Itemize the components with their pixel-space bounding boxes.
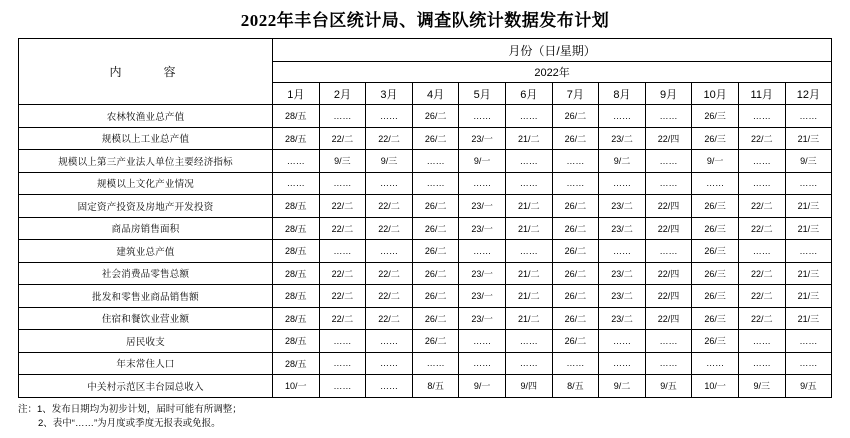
cell: 26/二 bbox=[552, 285, 599, 308]
row-label: 规模以上工业总产值 bbox=[19, 127, 273, 150]
table-row bbox=[19, 285, 832, 308]
cell: 9/三 bbox=[366, 150, 413, 173]
cell: 22/四 bbox=[645, 262, 692, 285]
cell: 26/二 bbox=[552, 195, 599, 218]
cell: 26/三 bbox=[692, 330, 739, 353]
cell: …… bbox=[366, 172, 413, 195]
row-label: 商品房销售面积 bbox=[19, 217, 273, 240]
cell: 22/二 bbox=[319, 285, 366, 308]
cell: …… bbox=[459, 330, 506, 353]
cell: 23/一 bbox=[459, 217, 506, 240]
header-month-9: 9月 bbox=[645, 83, 692, 105]
cell: …… bbox=[505, 105, 552, 128]
table-row bbox=[19, 217, 832, 240]
cell: …… bbox=[366, 330, 413, 353]
header-year: 2022年 bbox=[273, 62, 832, 83]
cell: …… bbox=[552, 352, 599, 375]
cell: …… bbox=[412, 172, 459, 195]
cell: 26/三 bbox=[692, 105, 739, 128]
cell: …… bbox=[692, 352, 739, 375]
cell: …… bbox=[599, 352, 646, 375]
cell: 26/二 bbox=[552, 262, 599, 285]
table-row bbox=[19, 127, 832, 150]
row-label: 建筑业总产值 bbox=[19, 240, 273, 263]
cell: 22/二 bbox=[738, 307, 785, 330]
cell: …… bbox=[412, 352, 459, 375]
cell: 22/四 bbox=[645, 285, 692, 308]
cell: 22/二 bbox=[366, 127, 413, 150]
cell: 21/三 bbox=[785, 285, 832, 308]
cell: 10/一 bbox=[692, 375, 739, 398]
cell: 22/二 bbox=[319, 217, 366, 240]
cell: 9/二 bbox=[599, 375, 646, 398]
row-label: 批发和零售业商品销售额 bbox=[19, 285, 273, 308]
cell: …… bbox=[785, 240, 832, 263]
cell: …… bbox=[505, 172, 552, 195]
header-month-7: 7月 bbox=[552, 83, 599, 105]
cell: 26/二 bbox=[552, 330, 599, 353]
cell: 22/二 bbox=[738, 217, 785, 240]
note-line-1: 注：1、发布日期均为初步计划，届时可能有所调整； bbox=[18, 403, 242, 415]
cell: 22/二 bbox=[319, 262, 366, 285]
cell: …… bbox=[366, 375, 413, 398]
cell: 21/二 bbox=[505, 262, 552, 285]
cell: 26/二 bbox=[412, 105, 459, 128]
cell: 8/五 bbox=[412, 375, 459, 398]
cell: 26/三 bbox=[692, 195, 739, 218]
cell: 23/二 bbox=[599, 285, 646, 308]
cell: 9/四 bbox=[505, 375, 552, 398]
cell: …… bbox=[599, 105, 646, 128]
cell: 23/二 bbox=[599, 195, 646, 218]
header-month-3: 3月 bbox=[366, 83, 413, 105]
cell: 26/二 bbox=[412, 217, 459, 240]
header-month-8: 8月 bbox=[599, 83, 646, 105]
cell: 22/四 bbox=[645, 307, 692, 330]
table-header-row-1 bbox=[19, 39, 832, 62]
cell: 26/二 bbox=[412, 330, 459, 353]
cell: 10/一 bbox=[273, 375, 320, 398]
row-label: 规模以上第三产业法人单位主要经济指标 bbox=[19, 150, 273, 173]
cell: 23/二 bbox=[599, 262, 646, 285]
cell: 22/二 bbox=[319, 127, 366, 150]
cell: 22/二 bbox=[366, 195, 413, 218]
table-row bbox=[19, 172, 832, 195]
cell: …… bbox=[552, 150, 599, 173]
cell: 23/一 bbox=[459, 127, 506, 150]
cell: 28/五 bbox=[273, 217, 320, 240]
table-row bbox=[19, 262, 832, 285]
cell: 22/二 bbox=[319, 195, 366, 218]
cell: 21/三 bbox=[785, 307, 832, 330]
table-row bbox=[19, 375, 832, 398]
cell: …… bbox=[738, 172, 785, 195]
cell: …… bbox=[738, 150, 785, 173]
cell: 21/二 bbox=[505, 127, 552, 150]
cell: …… bbox=[319, 352, 366, 375]
cell: 21/三 bbox=[785, 195, 832, 218]
cell: …… bbox=[319, 105, 366, 128]
cell: 26/二 bbox=[552, 217, 599, 240]
table-row bbox=[19, 352, 832, 375]
table-row bbox=[19, 330, 832, 353]
cell: 26/二 bbox=[412, 195, 459, 218]
row-label: 中关村示范区丰台园总收入 bbox=[19, 375, 273, 398]
row-label: 固定资产投资及房地产开发投资 bbox=[19, 195, 273, 218]
cell: 23/一 bbox=[459, 285, 506, 308]
row-label: 农林牧渔业总产值 bbox=[19, 105, 273, 128]
cell: 21/三 bbox=[785, 217, 832, 240]
cell: 23/一 bbox=[459, 195, 506, 218]
cell: 28/五 bbox=[273, 330, 320, 353]
cell: …… bbox=[459, 172, 506, 195]
cell: 9/一 bbox=[459, 375, 506, 398]
row-label: 住宿和餐饮业营业额 bbox=[19, 307, 273, 330]
cell: 22/二 bbox=[738, 195, 785, 218]
cell: 22/二 bbox=[366, 285, 413, 308]
cell: 26/二 bbox=[552, 127, 599, 150]
cell: 23/一 bbox=[459, 262, 506, 285]
cell: …… bbox=[459, 352, 506, 375]
cell: …… bbox=[319, 240, 366, 263]
cell: 26/三 bbox=[692, 307, 739, 330]
table-row bbox=[19, 307, 832, 330]
cell: …… bbox=[599, 240, 646, 263]
cell: 23/二 bbox=[599, 127, 646, 150]
cell: 9/三 bbox=[319, 150, 366, 173]
table-row bbox=[19, 105, 832, 128]
cell: …… bbox=[645, 240, 692, 263]
cell: 9/一 bbox=[692, 150, 739, 173]
header-month-1: 1月 bbox=[273, 83, 320, 105]
cell: …… bbox=[505, 240, 552, 263]
cell: 9/五 bbox=[785, 375, 832, 398]
table-notes bbox=[18, 403, 850, 432]
header-month-12: 12月 bbox=[785, 83, 832, 105]
cell: …… bbox=[599, 172, 646, 195]
cell: 26/二 bbox=[412, 127, 459, 150]
header-month-5: 5月 bbox=[459, 83, 506, 105]
cell: …… bbox=[645, 330, 692, 353]
cell: 21/三 bbox=[785, 127, 832, 150]
cell: …… bbox=[785, 105, 832, 128]
row-label: 规模以上文化产业情况 bbox=[19, 172, 273, 195]
cell: …… bbox=[319, 375, 366, 398]
cell: …… bbox=[599, 330, 646, 353]
cell: 21/二 bbox=[505, 307, 552, 330]
cell: 26/二 bbox=[552, 307, 599, 330]
cell: 26/三 bbox=[692, 240, 739, 263]
publication-plan-table bbox=[18, 38, 832, 398]
header-month-10: 10月 bbox=[692, 83, 739, 105]
cell: …… bbox=[505, 330, 552, 353]
cell: 26/二 bbox=[552, 105, 599, 128]
cell: 22/二 bbox=[738, 285, 785, 308]
cell: 8/五 bbox=[552, 375, 599, 398]
cell: 28/五 bbox=[273, 352, 320, 375]
table-row bbox=[19, 150, 832, 173]
cell: …… bbox=[505, 150, 552, 173]
cell: 28/五 bbox=[273, 195, 320, 218]
cell: 26/三 bbox=[692, 262, 739, 285]
cell: …… bbox=[785, 352, 832, 375]
cell: …… bbox=[738, 330, 785, 353]
cell: 22/二 bbox=[366, 262, 413, 285]
header-month-group: 月份（日/星期） bbox=[273, 39, 832, 62]
note-line-2: 2、表中“……”为月度或季度无报表或免报。 bbox=[38, 418, 221, 430]
cell: 26/二 bbox=[412, 240, 459, 263]
cell: 26/二 bbox=[412, 285, 459, 308]
cell: …… bbox=[319, 330, 366, 353]
cell: 9/三 bbox=[785, 150, 832, 173]
cell: …… bbox=[505, 352, 552, 375]
row-label: 社会消费品零售总额 bbox=[19, 262, 273, 285]
cell: …… bbox=[645, 352, 692, 375]
row-label: 居民收支 bbox=[19, 330, 273, 353]
table-row bbox=[19, 195, 832, 218]
cell: 21/二 bbox=[505, 217, 552, 240]
cell: 26/二 bbox=[412, 262, 459, 285]
cell: 23/二 bbox=[599, 217, 646, 240]
cell: 9/一 bbox=[459, 150, 506, 173]
cell: …… bbox=[412, 150, 459, 173]
cell: 9/五 bbox=[645, 375, 692, 398]
cell: …… bbox=[273, 150, 320, 173]
cell: 21/三 bbox=[785, 262, 832, 285]
cell: …… bbox=[319, 172, 366, 195]
cell: 26/二 bbox=[412, 307, 459, 330]
table-row bbox=[19, 240, 832, 263]
cell: …… bbox=[273, 172, 320, 195]
cell: 28/五 bbox=[273, 307, 320, 330]
cell: …… bbox=[366, 240, 413, 263]
cell: 9/三 bbox=[738, 375, 785, 398]
cell: …… bbox=[738, 105, 785, 128]
header-month-4: 4月 bbox=[412, 83, 459, 105]
cell: 26/三 bbox=[692, 285, 739, 308]
cell: 22/二 bbox=[738, 262, 785, 285]
header-content-label: 内 容 bbox=[19, 39, 273, 105]
cell: …… bbox=[366, 105, 413, 128]
cell: 9/二 bbox=[599, 150, 646, 173]
cell: …… bbox=[645, 150, 692, 173]
cell: 26/三 bbox=[692, 217, 739, 240]
cell: 22/四 bbox=[645, 195, 692, 218]
cell: …… bbox=[785, 172, 832, 195]
cell: 23/二 bbox=[599, 307, 646, 330]
cell: …… bbox=[738, 352, 785, 375]
cell: 22/四 bbox=[645, 217, 692, 240]
header-month-11: 11月 bbox=[738, 83, 785, 105]
cell: 21/二 bbox=[505, 195, 552, 218]
cell: 28/五 bbox=[273, 240, 320, 263]
cell: 22/二 bbox=[366, 307, 413, 330]
cell: …… bbox=[785, 330, 832, 353]
cell: 26/三 bbox=[692, 127, 739, 150]
cell: 28/五 bbox=[273, 105, 320, 128]
cell: …… bbox=[738, 240, 785, 263]
cell: 22/二 bbox=[738, 127, 785, 150]
cell: …… bbox=[552, 172, 599, 195]
row-label: 年末常住人口 bbox=[19, 352, 273, 375]
cell: 22/四 bbox=[645, 127, 692, 150]
cell: …… bbox=[459, 105, 506, 128]
cell: 22/二 bbox=[319, 307, 366, 330]
cell: …… bbox=[692, 172, 739, 195]
cell: 21/二 bbox=[505, 285, 552, 308]
page-title: 2022年丰台区统计局、调查队统计数据发布计划 bbox=[240, 11, 610, 30]
cell: 26/二 bbox=[552, 240, 599, 263]
cell: …… bbox=[366, 352, 413, 375]
cell: …… bbox=[459, 240, 506, 263]
cell: …… bbox=[645, 105, 692, 128]
cell: …… bbox=[645, 172, 692, 195]
cell: 23/一 bbox=[459, 307, 506, 330]
cell: 22/二 bbox=[366, 217, 413, 240]
header-month-6: 6月 bbox=[505, 83, 552, 105]
cell: 28/五 bbox=[273, 285, 320, 308]
cell: 28/五 bbox=[273, 127, 320, 150]
header-month-2: 2月 bbox=[319, 83, 366, 105]
cell: 28/五 bbox=[273, 262, 320, 285]
